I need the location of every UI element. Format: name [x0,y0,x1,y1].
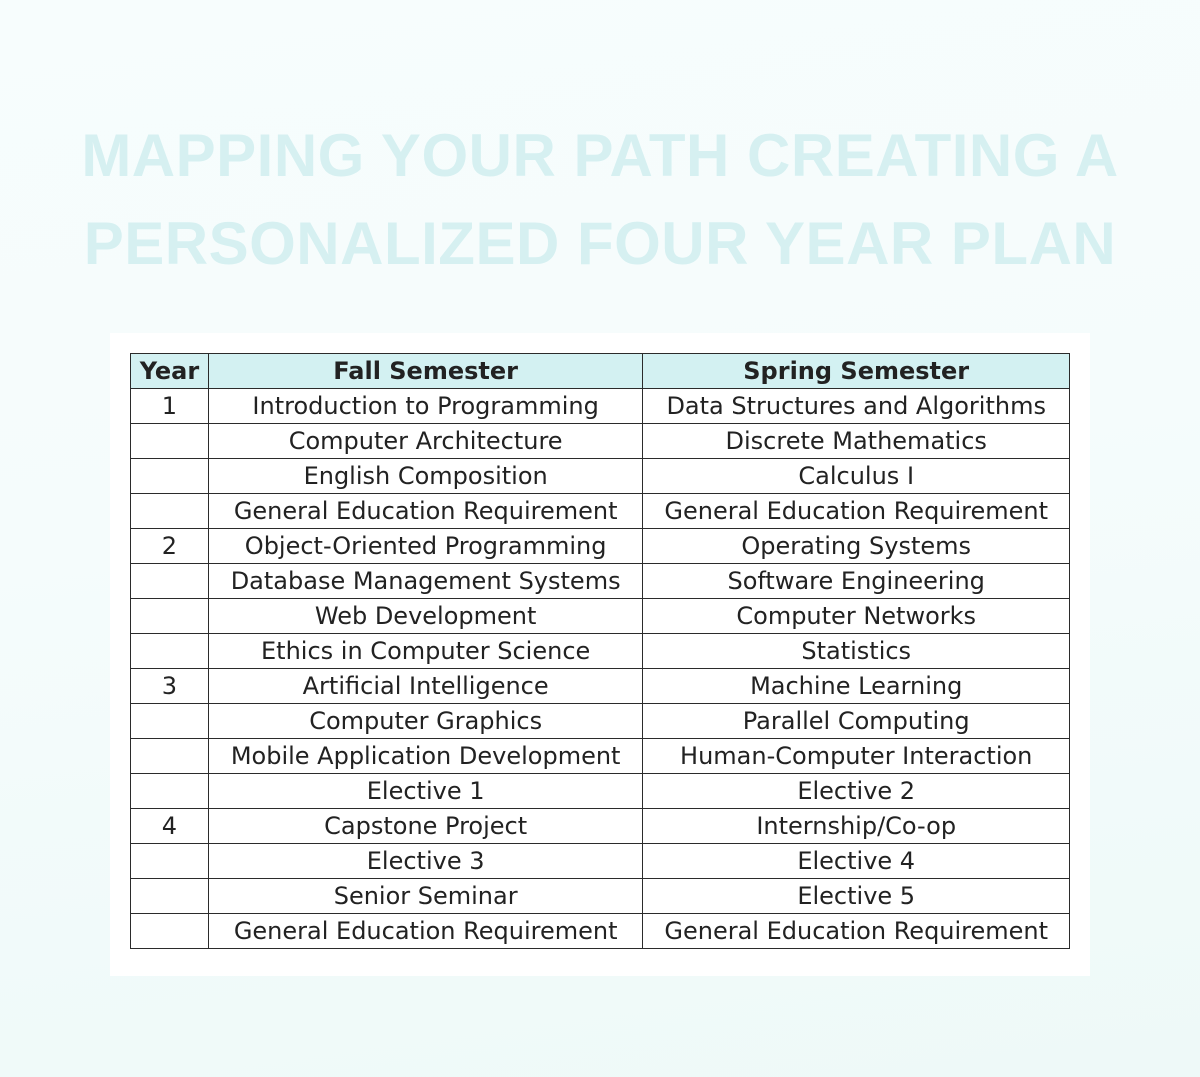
year-cell [131,739,209,774]
year-cell [131,704,209,739]
year-cell [131,774,209,809]
fall-course-cell: Computer Graphics [208,704,643,739]
spring-course-cell: Operating Systems [643,529,1070,564]
year-cell [131,564,209,599]
fall-course-cell: Computer Architecture [208,424,643,459]
table-row [131,634,1070,669]
spring-course-cell: Machine Learning [643,669,1070,704]
fall-course-cell: Elective 3 [208,844,643,879]
table-row [131,774,1070,809]
fall-course-cell: Capstone Project [208,809,643,844]
year-cell [131,459,209,494]
table-row [131,704,1070,739]
table-row [131,459,1070,494]
table-row [131,529,1070,564]
spring-course-cell: Computer Networks [643,599,1070,634]
fall-course-cell: Web Development [208,599,643,634]
spring-course-cell: Internship/Co-op [643,809,1070,844]
four-year-plan-table [130,353,1070,949]
fall-course-cell: Object-Oriented Programming [208,529,643,564]
spring-course-cell: Statistics [643,634,1070,669]
page-title-line-2: PERSONALIZED FOUR YEAR PLAN [83,210,1117,277]
table-card [110,333,1090,976]
table-row [131,914,1070,949]
spring-course-cell: Software Engineering [643,564,1070,599]
fall-course-cell: General Education Requirement [208,914,643,949]
spring-course-cell: Human-Computer Interaction [643,739,1070,774]
table-row [131,879,1070,914]
year-cell [131,844,209,879]
year-cell: 4 [131,809,209,844]
fall-course-cell: Elective 1 [208,774,643,809]
table-row [131,669,1070,704]
year-cell [131,914,209,949]
table-row [131,424,1070,459]
spring-course-cell: Elective 5 [643,879,1070,914]
spring-course-cell: General Education Requirement [643,494,1070,529]
year-cell [131,424,209,459]
year-cell [131,599,209,634]
header-spring-semester: Spring Semester [643,354,1070,389]
year-cell [131,634,209,669]
year-cell [131,494,209,529]
page-title-line-1: MAPPING YOUR PATH CREATING A [81,122,1119,189]
header-fall-semester: Fall Semester [208,354,643,389]
page-title [0,112,1200,288]
spring-course-cell: Elective 4 [643,844,1070,879]
table-row [131,599,1070,634]
fall-course-cell: Mobile Application Development [208,739,643,774]
table-row [131,844,1070,879]
year-cell: 1 [131,389,209,424]
fall-course-cell: Database Management Systems [208,564,643,599]
year-cell: 3 [131,669,209,704]
table-row [131,389,1070,424]
spring-course-cell: General Education Requirement [643,914,1070,949]
spring-course-cell: Discrete Mathematics [643,424,1070,459]
spring-course-cell: Data Structures and Algorithms [643,389,1070,424]
table-row [131,564,1070,599]
year-cell [131,879,209,914]
fall-course-cell: Artificial Intelligence [208,669,643,704]
header-year: Year [131,354,209,389]
fall-course-cell: Introduction to Programming [208,389,643,424]
year-cell: 2 [131,529,209,564]
table-row [131,494,1070,529]
fall-course-cell: Senior Seminar [208,879,643,914]
table-header-row [131,354,1070,389]
table-row [131,739,1070,774]
spring-course-cell: Elective 2 [643,774,1070,809]
fall-course-cell: English Composition [208,459,643,494]
table-body [131,389,1070,949]
spring-course-cell: Calculus I [643,459,1070,494]
fall-course-cell: General Education Requirement [208,494,643,529]
spring-course-cell: Parallel Computing [643,704,1070,739]
fall-course-cell: Ethics in Computer Science [208,634,643,669]
table-row [131,809,1070,844]
